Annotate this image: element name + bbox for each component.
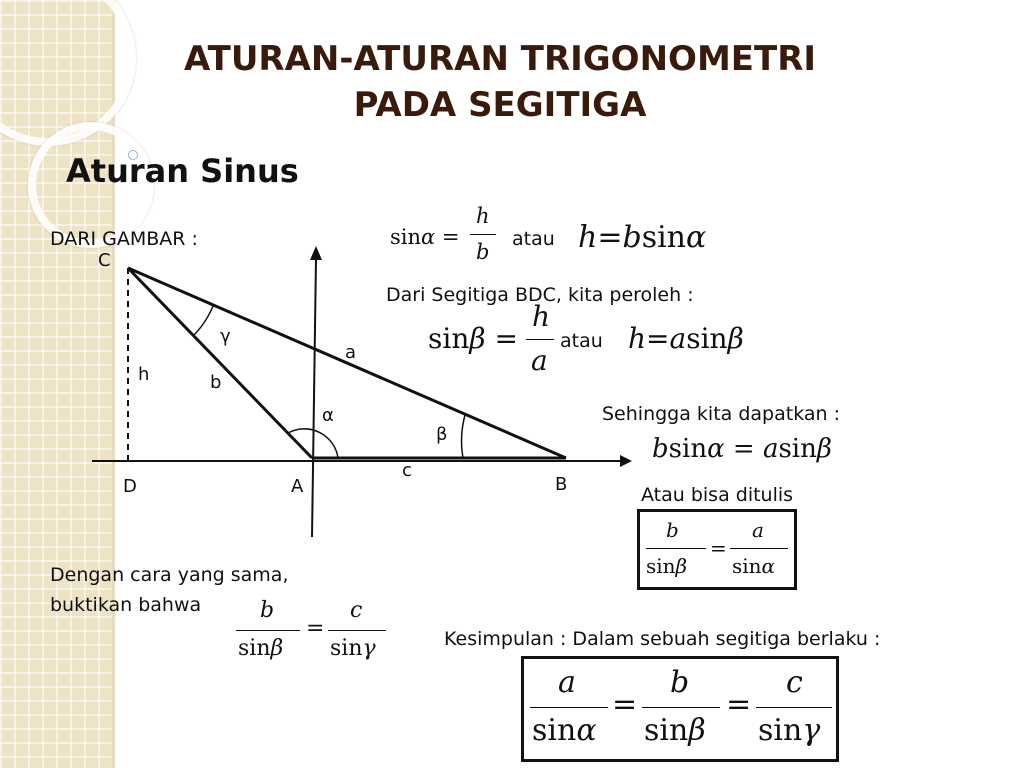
atau-label-1: atau: [512, 228, 555, 250]
page-title-line2: PADA SEGITIGA: [353, 85, 647, 125]
vertex-label-c: C: [98, 250, 111, 271]
formula-sin-beta: sinβ =: [428, 322, 518, 355]
fraction-bar: [526, 339, 554, 340]
dengan-text-line2: buktikan bahwa: [50, 594, 202, 616]
bdc-text: Dari Segitiga BDC, kita peroleh :: [386, 284, 694, 306]
vertex-label-a: A: [291, 476, 304, 497]
vertex-label-b: B: [555, 474, 568, 495]
formula-sin-alpha: sinα =: [390, 225, 460, 249]
side-label-b: b: [210, 372, 222, 393]
angle-label-alpha: α: [322, 405, 334, 426]
fraction-denominator: a: [531, 344, 548, 377]
side-label-c: c: [402, 460, 412, 481]
formula-b-c: b sinβ = c sinγ: [236, 596, 390, 670]
fraction-numerator: h: [476, 204, 490, 228]
height-label: h: [138, 364, 150, 385]
formula-h-equals-a-sin-beta: h=asinβ: [628, 322, 744, 355]
formula-b-sin-alpha-equals-a-sin-beta: bsinα = asinβ: [652, 434, 832, 464]
atau-label-2: atau: [560, 330, 603, 352]
dari-gambar-label: DARI GAMBAR :: [50, 228, 198, 250]
sehingga-text: Sehingga kita dapatkan :: [602, 403, 840, 425]
formula-box-b-a: b sinβ = a sinα: [637, 509, 797, 590]
fraction-denominator: b: [476, 240, 490, 264]
atau-bisa-text: Atau bisa ditulis: [641, 484, 794, 506]
page-title-line1: ATURAN-ATURAN TRIGONOMETRI: [183, 39, 817, 79]
dengan-text-line1: Dengan cara yang sama,: [50, 564, 289, 586]
vertex-label-d: D: [123, 476, 137, 497]
formula-h-equals-b-sin-alpha: h=bsinα: [578, 220, 707, 255]
section-heading: Aturan Sinus: [66, 152, 299, 190]
kesimpulan-text: Kesimpulan : Dalam sebuah segitiga berlaku :: [444, 628, 881, 650]
fraction-numerator: h: [532, 300, 551, 333]
angle-label-beta: β: [436, 424, 448, 445]
formula-box-conclusion: a sinα = b sinβ = c sinγ: [521, 656, 839, 762]
side-label-a: a: [345, 342, 357, 363]
angle-label-gamma: γ: [220, 326, 231, 347]
fraction-bar: [470, 234, 496, 235]
